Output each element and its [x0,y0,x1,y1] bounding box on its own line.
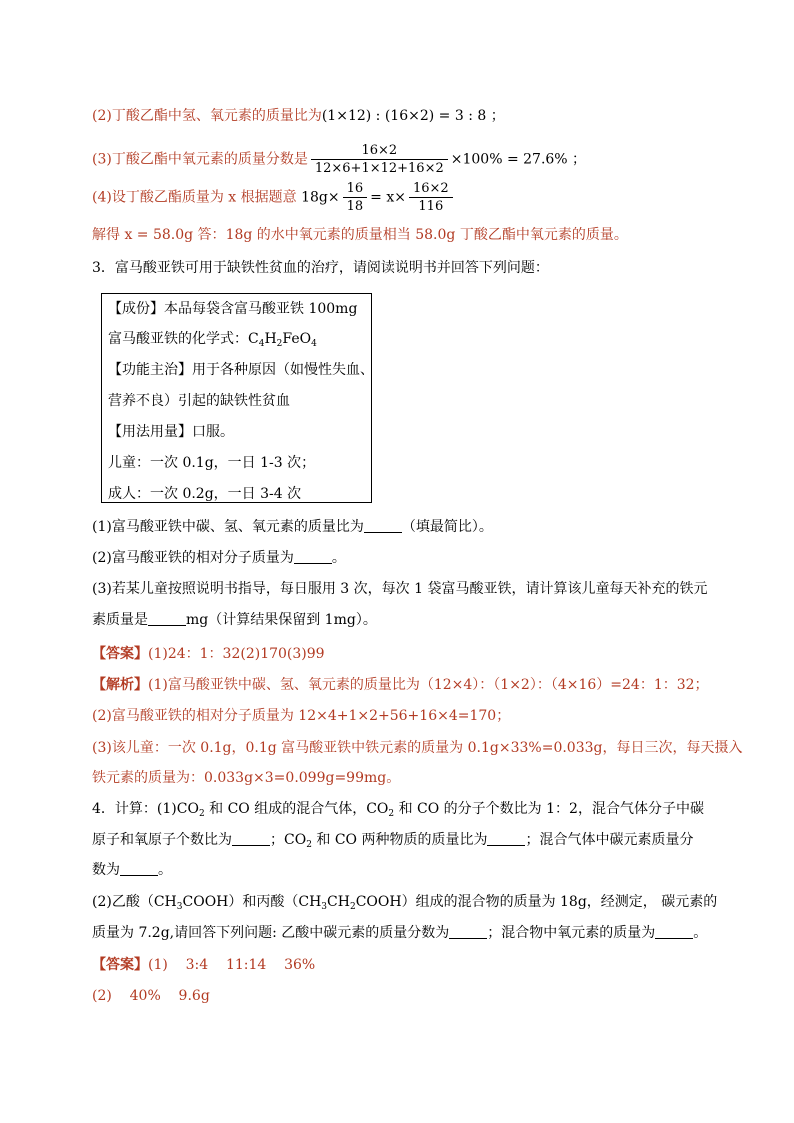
q3-analysis-2: (2)富马酸亚铁的相对分子质量为 12×4+1×2+56+16×4=170； [92,708,511,724]
answer-blank [655,924,693,939]
analysis-label: 【解析】 [92,677,148,693]
q3-stem: 3．富马酸亚铁可用于缺铁性贫血的治疗，请阅读说明书并回答下列问题： [92,260,549,276]
q4-line-1: 4．计算：$(1)CO_2$ 和 CO 组成的混合气体，$CO_2$ 和 CO 的分子个数比为 1：2，混合气体分子中碳 [92,801,704,819]
q3-analysis-3b: 铁元素的质量为：0.033g×3=0.099g=99mg。 [92,770,401,786]
q3-sub-3a: (3)若某儿童按照说明书指导，每日服用 3 次，每次 1 袋富马酸亚铁，请计算该儿童每天补充的铁元 [92,581,708,597]
q2-line-5 [92,225,628,245]
instruction-box [101,293,372,503]
box-line-1: 【成份】本品每袋含富马酸亚铁 100mg [108,301,358,317]
q4-line-5: 质量为 7.2g,请回答下列问题: 乙酸中碳元素的质量分数为 ；混合物中氧元素的质量为 。 [92,925,708,941]
q2-line5-b: 18g 的水中氧元素的质量相当 58.0g 丁酸乙酯中氧元素的质量。 [225,227,628,243]
q4-line-2: 原子和氧原子个数比为 ；$CO_2$ 和 CO 两种物质的质量比为 ；混合气体中碳元素质量分 [92,832,694,850]
q2-line-3 [92,142,586,177]
answer-blank [120,861,158,876]
answer-blank [148,611,186,626]
box-line-4: 营养不良）引起的缺铁性贫血 [108,393,290,409]
q2-line4-m2: = x× [370,189,406,206]
q3-analysis-1: 【解析】(1)富马酸亚铁中碳、氢、氧元素的质量比为（12×4）：（1×2）：（4×16）=24：1：32； [92,677,709,693]
q2-line4-fraction-1: $\frac{16}{18}$ [343,180,368,215]
q4-answer-2: (2) 40% 9.6g [92,988,210,1004]
q4-line-4: (2)乙酸$(CH_3COOH)$和丙酸$(CH_3CH_2COOH)$组成的混合物的质量为 18g，经测定， 碳元素的 [92,894,718,912]
box-line-3: 【功能主治】用于各种原因（如慢性失血、 [108,362,374,378]
q3-sub-3b: 素质量是 mg（计算结果保留到 1mg）。 [92,612,377,628]
q2-line-2 [92,106,505,126]
q2-line4-fraction-2: $\frac{16\times 2}{116}$ [409,180,453,215]
q2-line5-a: 解得 x = 58.0g 答： [92,227,226,243]
box-line-2: 富马酸亚铁的化学式：$C_4H_2FeO_4$ [108,331,317,349]
q3-sub-2: (2)富马酸亚铁的相对分子质量为 。 [92,550,346,566]
answer-blank [294,549,332,564]
answer-blank [449,924,487,939]
q3-analysis-3a: (3)该儿童：一次 0.1g，0.1g 富马酸亚铁中铁元素的质量为 0.1g×33%=0.033g，每日三次，每天摄入 [92,740,743,756]
q2-line3-text: (3)丁酸乙酯中氧元素的质量分数是 [92,151,308,168]
q2-line2-text: (2)丁酸乙酯中氢、氧元素的质量比为 [92,108,322,124]
q4-answer-1: 【答案】(1) 3:4 11:14 36% [92,957,316,973]
answer-blank [232,831,270,846]
q3-sub-1: (1)富马酸亚铁中碳、氢、氧元素的质量比为 （填最简比）。 [92,519,493,535]
q4-line-3: 数为 。 [92,862,172,878]
q2-line3-tail: ×100% = 27.6% ； [450,151,587,168]
answer-text: (1)24：1：32(2)170(3)99 [148,646,325,662]
answer-label: 【答案】 [92,646,148,662]
q2-line4-text: (4)设丁酸乙酯质量为 x 根据题意 [92,189,297,206]
answer-label: 【答案】 [92,957,148,973]
box-line-7: 成人：一次 0.2g，一日 3-4 次 [108,486,302,502]
q2-line3-fraction: $\frac{16\times 2}{12\times 6+1\times 12+16\times 2}$ [311,142,448,177]
q2-line2-math: (1×12) : (16×2) = 3 : 8 ； [321,108,505,124]
answer-blank [364,518,402,533]
box-line-6: 儿童：一次 0.1g，一日 1-3 次； [108,455,316,471]
q2-line-4 [92,180,456,215]
q3-answer [92,644,325,664]
box-line-5: 【用法用量】口服。 [108,424,234,440]
q2-line4-m1: 18g× [301,189,340,206]
answer-blank [487,831,525,846]
